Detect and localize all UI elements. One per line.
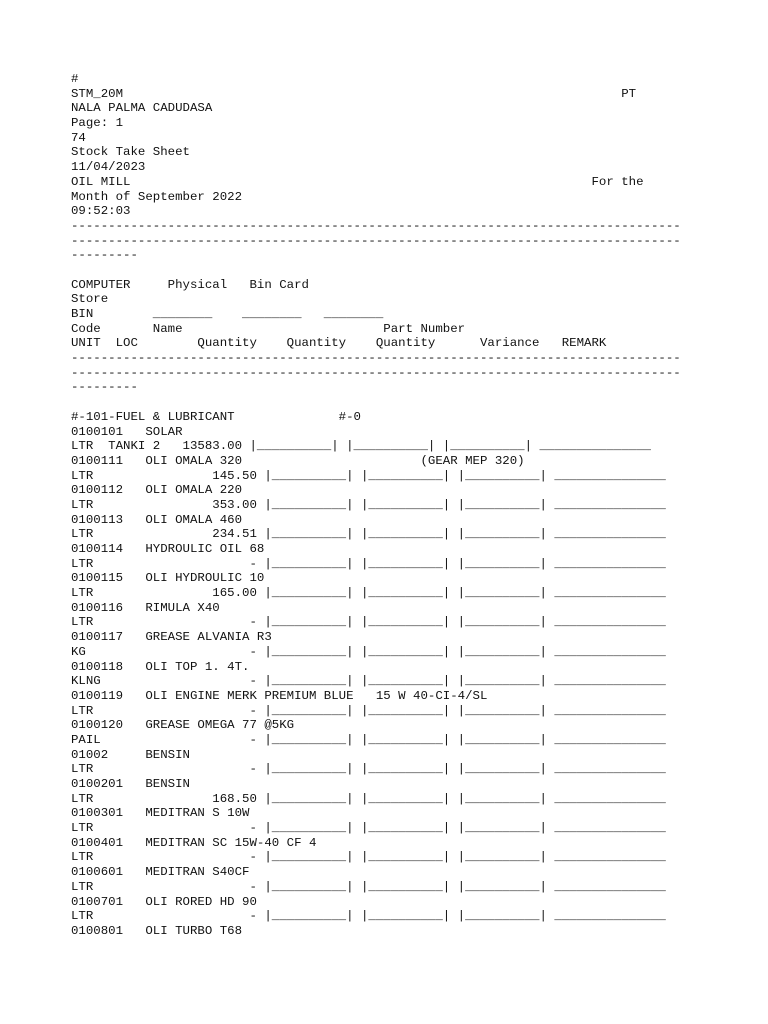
line-22: --------- [71,380,138,395]
line-20: ---------------------------------------------------------------------------------- [71,351,681,366]
line-39: 0100117 GREASE ALVANIA R3 [71,630,272,645]
line-21: ---------------------------------------------------------------------------------- [71,365,681,380]
line-58: LTR - |__________| |__________| |__________| _______________ [71,909,666,924]
line-10: 09:52:03 [71,204,131,219]
line-14 [71,263,681,278]
line-32: LTR 234.51 |__________| |__________| |__________| _______________ [71,527,666,542]
line-03: NALA PALMA CADUDASA [71,101,213,116]
line-08: OIL MILL For the [71,174,644,189]
line-28: LTR 145.50 |__________| |__________| |__________| _______________ [71,468,666,483]
line-26: LTR TANKI 2 13583.00 |__________| |__________| |__________| _______________ [71,439,651,454]
line-41: 0100118 OLI TOP 1. 4T. [71,659,250,674]
line-13: --------- [71,248,138,263]
line-06: Stock Take Sheet [71,145,190,160]
line-54: LTR - |__________| |__________| |__________| _______________ [71,850,666,865]
line-16: Store [71,292,109,307]
line-50: LTR 168.50 |__________| |__________| |__________| _______________ [71,791,666,806]
line-56: LTR - |__________| |__________| |__________| _______________ [71,879,666,894]
line-25: 0100101 SOLAR [71,424,183,439]
line-37: 0100116 RIMULA X40 [71,600,220,615]
line-23 [71,395,681,410]
line-07: 11/04/2023 [71,160,146,175]
line-01: # [71,72,79,86]
line-55: 0100601 MEDITRAN S40CF [71,865,250,880]
line-53: 0100401 MEDITRAN SC 15W-40 CF 4 [71,835,317,850]
line-45: 0100120 GREASE OMEGA 77 @5KG [71,718,295,733]
line-57: 0100701 OLI RORED HD 90 [71,894,257,909]
line-40: KG - |__________| |__________| |__________| _______________ [71,644,666,659]
line-30: LTR 353.00 |__________| |__________| |__________| _______________ [71,497,666,512]
line-27: 0100111 OLI OMALA 320 (GEAR MEP 320) [71,453,525,468]
line-19: UNIT LOC Quantity Quantity Quantity Variance REMARK [71,336,607,351]
line-51: 0100301 MEDITRAN S 10W [71,806,250,821]
line-33: 0100114 HYDROULIC OIL 68 [71,542,265,556]
line-04: Page: 1 [71,116,124,131]
line-15: COMPUTER Physical Bin Card [71,277,309,292]
line-43: 0100119 OLI ENGINE MERK PREMIUM BLUE 15 W 40-CI-4/SL [71,688,488,703]
line-44: LTR - |__________| |__________| |__________| _______________ [71,703,666,718]
line-42: KLNG - |__________| |__________| |__________| _______________ [71,674,666,689]
line-48: LTR - |__________| |__________| |__________| _______________ [71,762,666,777]
line-29: 0100112 OLI OMALA 220 [71,483,243,498]
line-05: 74 [71,130,86,145]
line-31: 0100113 OLI OMALA 460 [71,512,243,527]
line-47: 01002 BENSIN [71,747,190,762]
line-02: STM_20M PT [71,86,637,101]
line-17: BIN ________ ________ ________ [71,307,384,321]
line-36: LTR 165.00 |__________| |__________| |__________| _______________ [71,586,666,601]
line-38: LTR - |__________| |__________| |__________| _______________ [71,615,666,630]
line-59: 0100801 OLI TURBO T68 [71,923,243,938]
line-34: LTR - |__________| |__________| |__________| _______________ [71,556,666,571]
line-24: #-101-FUEL & LUBRICANT #-0 [71,409,361,424]
line-49: 0100201 BENSIN [71,777,190,791]
line-18: Code Name Part Number [71,321,466,336]
line-12: ---------------------------------------------------------------------------------- [71,233,681,248]
line-52: LTR - |__________| |__________| |__________| _______________ [71,821,666,836]
line-35: 0100115 OLI HYDROULIC 10 [71,571,265,586]
stock-take-sheet [71,72,681,939]
line-11: ---------------------------------------------------------------------------------- [71,218,681,233]
line-46: PAIL - |__________| |__________| |__________| _______________ [71,732,666,747]
line-09: Month of September 2022 [71,189,243,204]
